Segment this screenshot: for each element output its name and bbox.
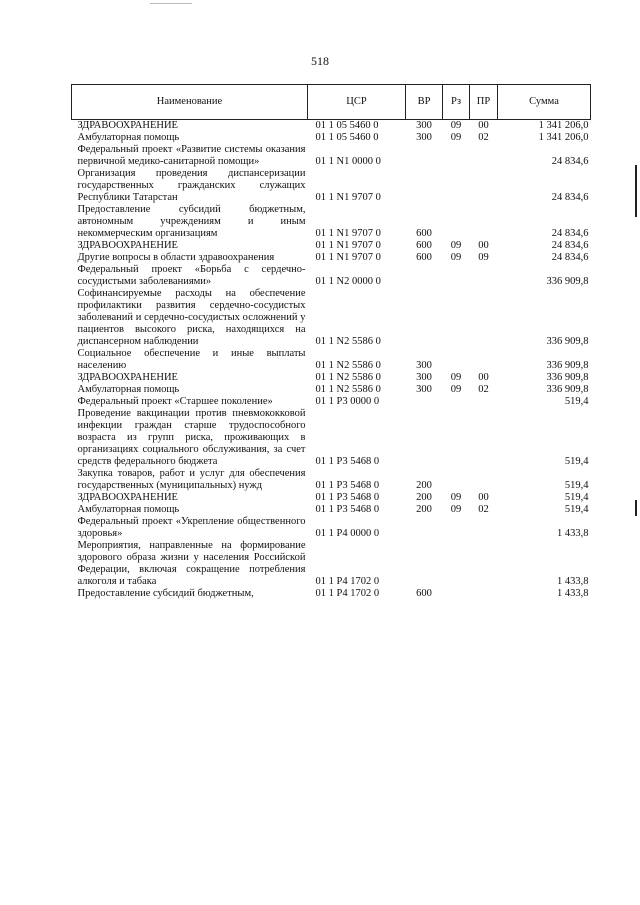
cell-pr: 02 <box>478 384 489 395</box>
cell-sum: 24 834,6 <box>551 240 589 251</box>
cell-vr: 300 <box>416 372 432 383</box>
cell-vr: 600 <box>416 252 432 263</box>
cell-name: Амбулаторная помощь <box>77 132 180 143</box>
cell-sum: 336 909,8 <box>546 384 589 395</box>
table-row <box>72 252 591 264</box>
cell-sum: 1 341 206,0 <box>538 120 589 131</box>
cell-vr <box>406 408 443 468</box>
table-row <box>72 264 591 288</box>
cell-pr <box>470 348 498 372</box>
cell-csr: 01 1 P3 5468 0 <box>315 456 380 467</box>
cell-vr: 600 <box>416 228 432 239</box>
cell-rz: 09 <box>450 372 462 383</box>
table-row <box>72 240 591 252</box>
cell-pr <box>470 540 498 588</box>
cell-csr: 01 1 05 5460 0 <box>315 132 379 143</box>
cell-pr: 00 <box>478 240 489 251</box>
cell-vr: 600 <box>416 240 432 251</box>
cell-rz <box>443 144 470 168</box>
top-scan-mark <box>150 3 192 4</box>
cell-csr: 01 1 P3 5468 0 <box>315 504 380 515</box>
table-row <box>72 588 591 600</box>
cell-pr <box>470 204 498 240</box>
cell-rz <box>443 348 470 372</box>
cell-sum: 24 834,6 <box>551 192 589 203</box>
cell-rz <box>443 588 470 600</box>
table-row <box>72 132 591 144</box>
table-row <box>72 396 591 408</box>
scan-margin-mark <box>635 500 637 516</box>
table-row <box>72 492 591 504</box>
cell-pr <box>470 396 498 408</box>
table-row <box>72 144 591 168</box>
cell-vr <box>406 288 443 348</box>
cell-rz <box>443 468 470 492</box>
cell-vr: 600 <box>416 588 432 599</box>
cell-sum: 24 834,6 <box>551 156 589 167</box>
cell-vr <box>406 168 443 204</box>
table-row <box>72 516 591 540</box>
cell-csr: 01 1 P4 1702 0 <box>315 576 380 587</box>
cell-sum: 336 909,8 <box>546 360 589 371</box>
cell-csr: 01 1 N2 5586 0 <box>315 336 381 347</box>
cell-rz <box>443 264 470 288</box>
cell-rz <box>443 396 470 408</box>
cell-name: Амбулаторная помощь <box>77 384 180 395</box>
cell-csr: 01 1 N2 5586 0 <box>315 360 381 371</box>
scan-margin-mark <box>635 165 637 217</box>
cell-vr: 300 <box>416 132 432 143</box>
cell-csr: 01 1 N2 5586 0 <box>315 384 381 395</box>
table-row <box>72 384 591 396</box>
cell-vr <box>406 264 443 288</box>
table-row <box>72 540 591 588</box>
cell-name: ЗДРАВООХРАНЕНИЕ <box>77 120 178 131</box>
cell-name: Организация проведения диспансеризации государственных гражданских служащих Республики Татарстан <box>77 168 306 203</box>
cell-csr: 01 1 N1 9707 0 <box>315 228 381 239</box>
cell-name: ЗДРАВООХРАНЕНИЕ <box>77 240 178 251</box>
cell-vr: 300 <box>416 120 432 131</box>
cell-sum: 24 834,6 <box>551 252 589 263</box>
cell-csr: 01 1 N1 0000 0 <box>315 156 381 167</box>
cell-name: Предоставление субсидий бюджетным, <box>77 588 254 599</box>
table-row <box>72 288 591 348</box>
cell-pr <box>470 288 498 348</box>
cell-csr: 01 1 N2 0000 0 <box>315 276 381 287</box>
table-row <box>72 468 591 492</box>
table-row <box>72 408 591 468</box>
cell-vr: 200 <box>416 504 432 515</box>
table-row <box>72 168 591 204</box>
cell-rz: 09 <box>450 504 462 515</box>
cell-vr: 300 <box>416 360 432 371</box>
cell-csr: 01 1 P4 0000 0 <box>315 528 380 539</box>
cell-rz: 09 <box>450 120 462 131</box>
cell-csr: 01 1 N1 9707 0 <box>315 240 381 251</box>
cell-csr: 01 1 05 5460 0 <box>315 120 379 131</box>
cell-csr: 01 1 N2 5586 0 <box>315 372 381 383</box>
cell-name: ЗДРАВООХРАНЕНИЕ <box>77 372 178 383</box>
cell-pr: 02 <box>478 132 489 143</box>
cell-rz: 09 <box>450 240 462 251</box>
cell-sum: 1 433,8 <box>557 528 589 539</box>
cell-sum: 519,4 <box>564 504 589 515</box>
cell-name: Федеральный проект «Старшее поколение» <box>77 396 273 407</box>
header-vr: ВР <box>406 85 443 120</box>
table-row <box>72 204 591 240</box>
cell-pr <box>470 468 498 492</box>
header-name: Наименование <box>72 85 308 120</box>
table-body <box>72 120 591 601</box>
cell-pr: 09 <box>478 252 489 263</box>
cell-sum: 24 834,6 <box>551 228 589 239</box>
cell-pr <box>470 168 498 204</box>
cell-name: Закупка товаров, работ и услуг для обеспечения государственных (муниципальных) нужд <box>77 468 306 491</box>
table-row <box>72 348 591 372</box>
cell-csr: 01 1 N1 9707 0 <box>315 192 381 203</box>
cell-csr: 01 1 P3 5468 0 <box>315 480 380 491</box>
cell-vr: 300 <box>416 384 432 395</box>
cell-csr: 01 1 P4 1702 0 <box>315 588 380 599</box>
cell-rz <box>443 408 470 468</box>
table-row <box>72 372 591 384</box>
cell-rz: 09 <box>450 492 462 503</box>
cell-name: Другие вопросы в области здравоохранения <box>77 252 275 263</box>
table-row <box>72 120 591 133</box>
cell-name: Федеральный проект «Борьба с сердечно-сосудистыми заболеваниями» <box>77 264 306 287</box>
page-number: 518 <box>311 54 329 68</box>
cell-pr <box>470 516 498 540</box>
budget-table <box>71 84 591 600</box>
cell-name: Федеральный проект «Укрепление общественного здоровья» <box>77 516 306 539</box>
cell-pr: 02 <box>478 504 489 515</box>
cell-rz: 09 <box>450 252 462 263</box>
cell-pr <box>470 144 498 168</box>
cell-name: Федеральный проект «Развитие системы оказания первичной медико-санитарной помощи» <box>77 144 306 167</box>
cell-name: Амбулаторная помощь <box>77 504 180 515</box>
cell-csr: 01 1 P3 5468 0 <box>315 492 380 503</box>
cell-csr: 01 1 N1 9707 0 <box>315 252 381 263</box>
cell-pr: 00 <box>478 492 489 503</box>
cell-rz <box>443 204 470 240</box>
cell-sum: 519,4 <box>564 456 589 467</box>
cell-sum: 519,4 <box>564 396 589 407</box>
cell-sum: 1 433,8 <box>557 588 589 599</box>
cell-rz <box>443 168 470 204</box>
cell-rz <box>443 540 470 588</box>
cell-sum: 336 909,8 <box>546 372 589 383</box>
cell-sum: 336 909,8 <box>546 276 589 287</box>
cell-name: Предоставление субсидий бюджетным, автономным учреждениям и иным некоммерческим организациям <box>77 204 306 239</box>
header-csr: ЦСР <box>308 85 406 120</box>
cell-pr: 00 <box>478 120 489 131</box>
cell-vr <box>406 144 443 168</box>
cell-vr: 200 <box>416 492 432 503</box>
cell-name: Проведение вакцинации против пневмококковой инфекции граждан старше трудоспособного возраста из групп риска, проживающих в организациях социального обслуживания, за счет средств федерального бюджета <box>77 408 306 467</box>
cell-vr: 200 <box>416 480 432 491</box>
cell-rz <box>443 516 470 540</box>
cell-pr <box>470 588 498 600</box>
table-header-row <box>72 85 591 120</box>
header-pr: ПР <box>470 85 498 120</box>
cell-rz <box>443 288 470 348</box>
header-rz: Рз <box>443 85 470 120</box>
cell-rz: 09 <box>450 132 462 143</box>
cell-name: ЗДРАВООХРАНЕНИЕ <box>77 492 178 503</box>
header-sum: Сумма <box>498 85 591 120</box>
cell-rz: 09 <box>450 384 462 395</box>
cell-name: Софинансируемые расходы на обеспечение профилактики развития сердечно-сосудистых заболеваний и сердечно-сосудистых осложнений у пациентов высокого риска, находящихся на диспансерном наблюдении <box>77 288 306 347</box>
cell-vr <box>406 396 443 408</box>
table-row <box>72 504 591 516</box>
cell-vr <box>406 516 443 540</box>
cell-sum: 519,4 <box>564 480 589 491</box>
cell-pr <box>470 264 498 288</box>
cell-name: Социальное обеспечение и иные выплаты населению <box>77 348 306 371</box>
cell-pr: 00 <box>478 372 489 383</box>
cell-sum: 1 341 206,0 <box>538 132 589 143</box>
cell-sum: 336 909,8 <box>546 336 589 347</box>
cell-csr: 01 1 P3 0000 0 <box>315 396 380 407</box>
cell-vr <box>406 540 443 588</box>
cell-sum: 1 433,8 <box>557 576 589 587</box>
cell-pr <box>470 408 498 468</box>
cell-name: Мероприятия, направленные на формирование здорового образа жизни у населения Российской Федерации, включая сокращение потребления алкоголя и табака <box>77 540 306 587</box>
cell-sum: 519,4 <box>564 492 589 503</box>
